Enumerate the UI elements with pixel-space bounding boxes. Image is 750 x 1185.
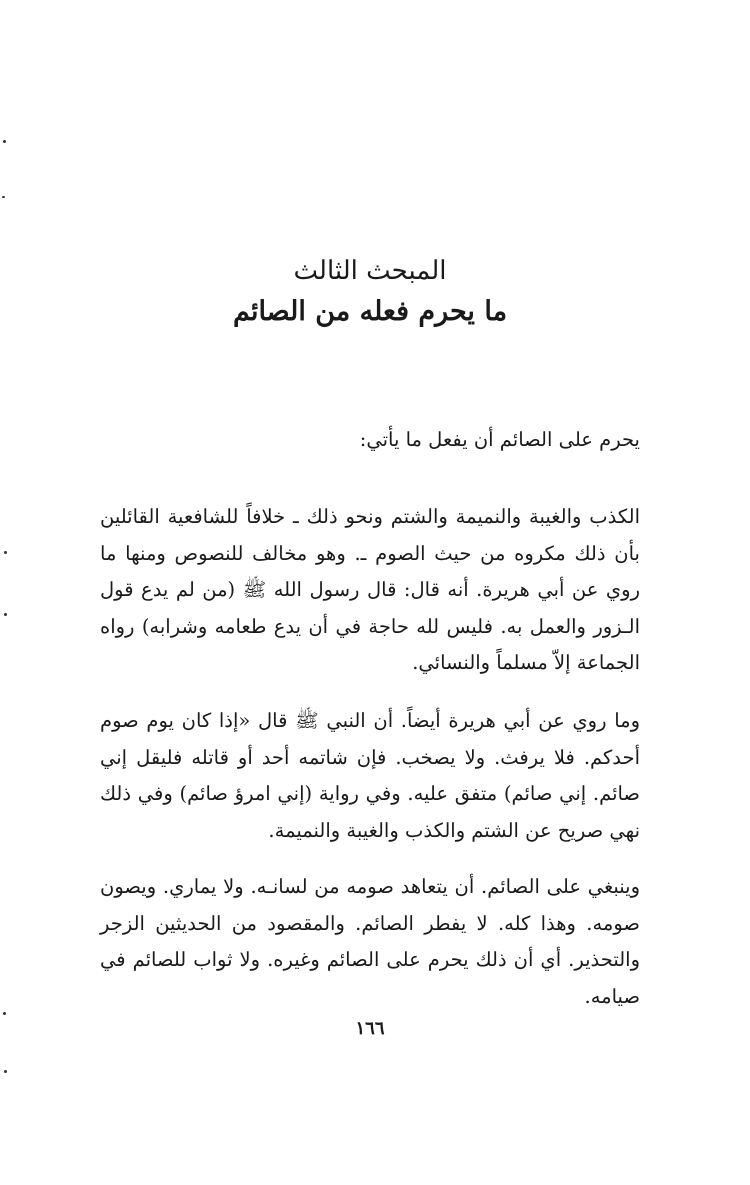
scan-speck bbox=[2, 196, 5, 198]
scan-speck bbox=[3, 140, 6, 143]
paragraph-1: الكذب والغيبة والنميمة والشتم ونحو ذلك ـ خلافاً للشافعية القائلين بأن ذلك مكروه من حيث الصوم ـ. وهو مخالف للنصوص ومنها ما روي عن أبي هريرة. أنه قال: قال رسول الله ﷺ (من لم يدع قول الـزور والعمل به. فليس لله حاجة في أن يدع طعامه وشرابه) رواه الجماعة إلاّ مسلماً والنسائي. bbox=[100, 505, 640, 674]
scan-speck bbox=[4, 551, 7, 554]
scan-speck bbox=[4, 613, 7, 616]
page-number: ١٦٦ bbox=[355, 1018, 385, 1039]
chapter-title: ما يحرم فعله من الصائم bbox=[232, 296, 508, 327]
paragraph-2: وما روي عن أبي هريرة أيضاً. أن النبي ﷺ قال «إذا كان يوم صوم أحدكم. فلا يرفث. ولا يصخب. فإن شاتمه أحد أو قاتله فليقل إني صائم. إني صائم) متفق عليه. وفي رواية (إني امرؤ صائم) وفي ذلك نهي صريح عن الشتم والكذب والغيبة والنميمة. bbox=[100, 709, 640, 842]
scan-speck bbox=[3, 1012, 6, 1015]
chapter-label: المبحث الثالث bbox=[293, 256, 447, 286]
scan-speck bbox=[4, 1070, 7, 1073]
paragraph-3: وينبغي على الصائم. أن يتعاهد صومه من لسانـه. ولا يماري. ويصون صومه. وهذا كله. لا يفطر الصائم. والمقصود من الحديثين الزجر والتحذير. أي أن ذلك يحرم على الصائم وغيره. ولا ثواب للصائم في صيامه. bbox=[100, 875, 640, 1008]
intro-line: يحرم على الصائم أن يفعل ما يأتي: bbox=[359, 428, 640, 451]
